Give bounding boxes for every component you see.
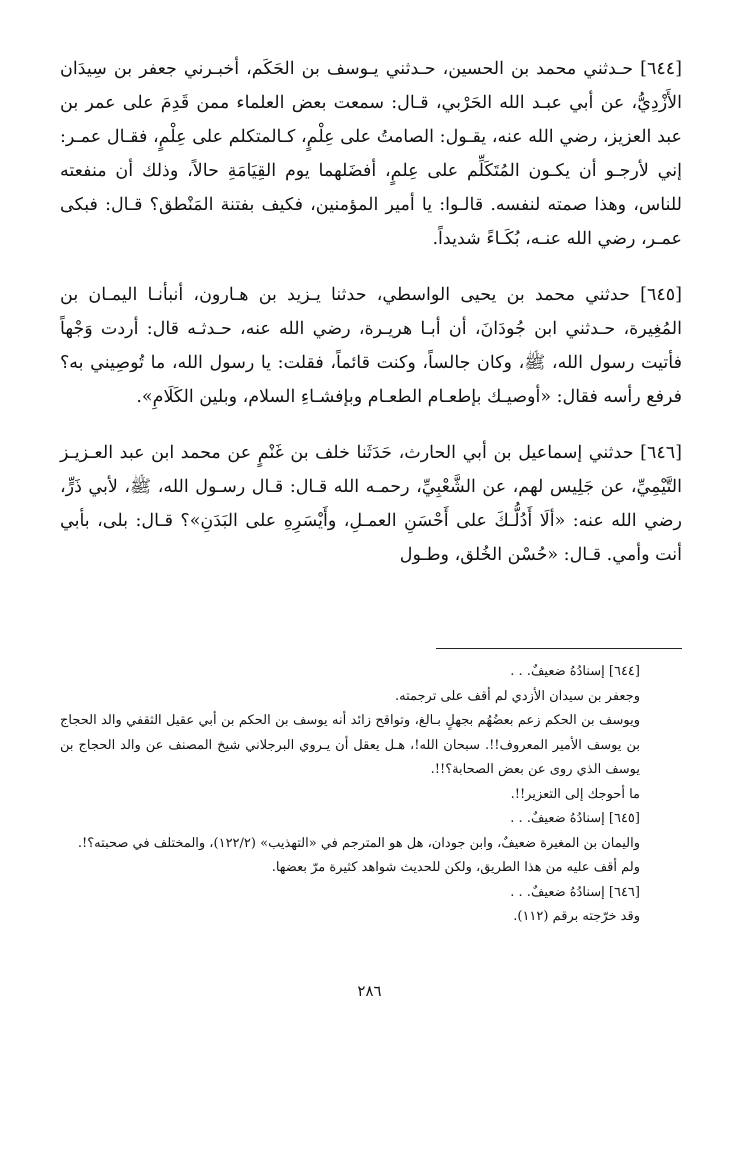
footnote-line: [٦٤٥] إسنادُهُ ضعيفٌ. . . bbox=[510, 811, 640, 826]
footnote-line: وجعفر بن سيدان الأزدي لم أقف على ترجمته. bbox=[394, 688, 640, 704]
footnote-line: [٦٤٦] إسنادُهُ ضعيفٌ. . . bbox=[510, 884, 640, 900]
paragraph-645: [٦٤٥] حدثني محمد بن يحيى الواسطي، حدثنا يـزيد بن هـارون، أنبأنـا اليمـان بن المُغِيرة، حـدثني ابن جُودَانَ، أن أبـا هريـرة، رضي الله عنه، حـدثـه قال: أردت وَجْهاً فأتيت رسول الله، ﷺ، وكان جالساً، وكنت قائماً، فقلت: يا رسول الله، ما تُوصِيني به؟ فرفع رأسه فقال: «أوصيـك بإطعـام الطعـام وبإفشـاءِ السلام، وبلين الكَلَامِ». bbox=[60, 285, 682, 407]
page-number: ٢٨٦ bbox=[357, 982, 382, 1000]
footnote-separator bbox=[436, 648, 682, 649]
footnote-line: ويوسف بن الحكم زعم بعضُهُم بجهلٍ بـالغ، وتواقح زائد أنه يوسف بن الحكم بن أبي عقيل الثقفي والد الحجاج بن يوسف الأمير المعروف!!. سبحان الله!، هـل يعقل أن يـروي البرجلاني شيخ المصنف عن والد الحجاج بن يوسف الذي روى عن بعض الصحابة؟!!. bbox=[60, 713, 640, 777]
paragraph-644: [٦٤٤] حـدثني محمد بن الحسين، حـدثني يـوسف بن الحَكَم، أخبـرني جعفر بن سِيدَان الأَزْدِيُّ، عن أبي عبـد الله الحَرْبي، قـال: سمعت بعض العلماء ممن قَدِمَ على عمر بن عبد العزيز، رضي الله عنه، يقـول: الصامتُ على عِلْمٍ، كـالمتكلم على عِلْمٍ، فقـال عمـر: إني لأرجـو أن يكـون المُتَكَلِّم على عِلمٍ، أفضَلهما يوم القِيَامَةِ حالاً، وذلك أن منفعته للناس، وهذا صمته لنفسه. قالـوا: يا أمير المؤمنين، فكيف بفتنة المَنْطق؟ قـال: فبكى عمـر، رضي الله عنـه، بُكَـاءً شديداً. bbox=[60, 59, 682, 249]
footnotes bbox=[60, 660, 680, 930]
footnote-line: واليمان بن المغيرة ضعيفٌ، وابن جودان، هل هو المترجم في «التهذيب» (١٢٢/٢)، والمختلف في صحبته؟!. bbox=[77, 835, 640, 851]
footnote-line: ولم أقف عليه من هذا الطريق، ولكن للحديث شواهد كثيرة مرّ بعضها. bbox=[271, 860, 640, 875]
paragraph-646: [٦٤٦] حدثني إسماعيل بن أبي الحارث، حَدَثَنا خلف بن غَنْمٍ عن محمد ابن عبد العـزيـز التَّيْمِيِّ، عن جَلِيس لهم، عن الشَّعْبِيِّ، رحمـه الله قـال: قـال رسـول الله، ﷺ، لأبي ذَرٍّ، رضي الله عنه: «ألَا أَدُلُّـكَ على أَحْسَنِ العمـلِ، وأَيْسَرِهِ على البَدَنِ»؟ قـال: بلى، بأبي أنت وأمي. قـال: «حُسْن الخُلق، وطـول bbox=[60, 443, 682, 565]
footnote-line: [٦٤٤] إسنادُهُ ضعيفٌ. . . bbox=[510, 664, 640, 679]
footnote-line: ما أحوجك إلى التعزير!!. bbox=[510, 786, 640, 802]
footnote-line: وقد خرّجته برقم (١١٢). bbox=[513, 909, 640, 924]
main-text bbox=[60, 52, 682, 594]
